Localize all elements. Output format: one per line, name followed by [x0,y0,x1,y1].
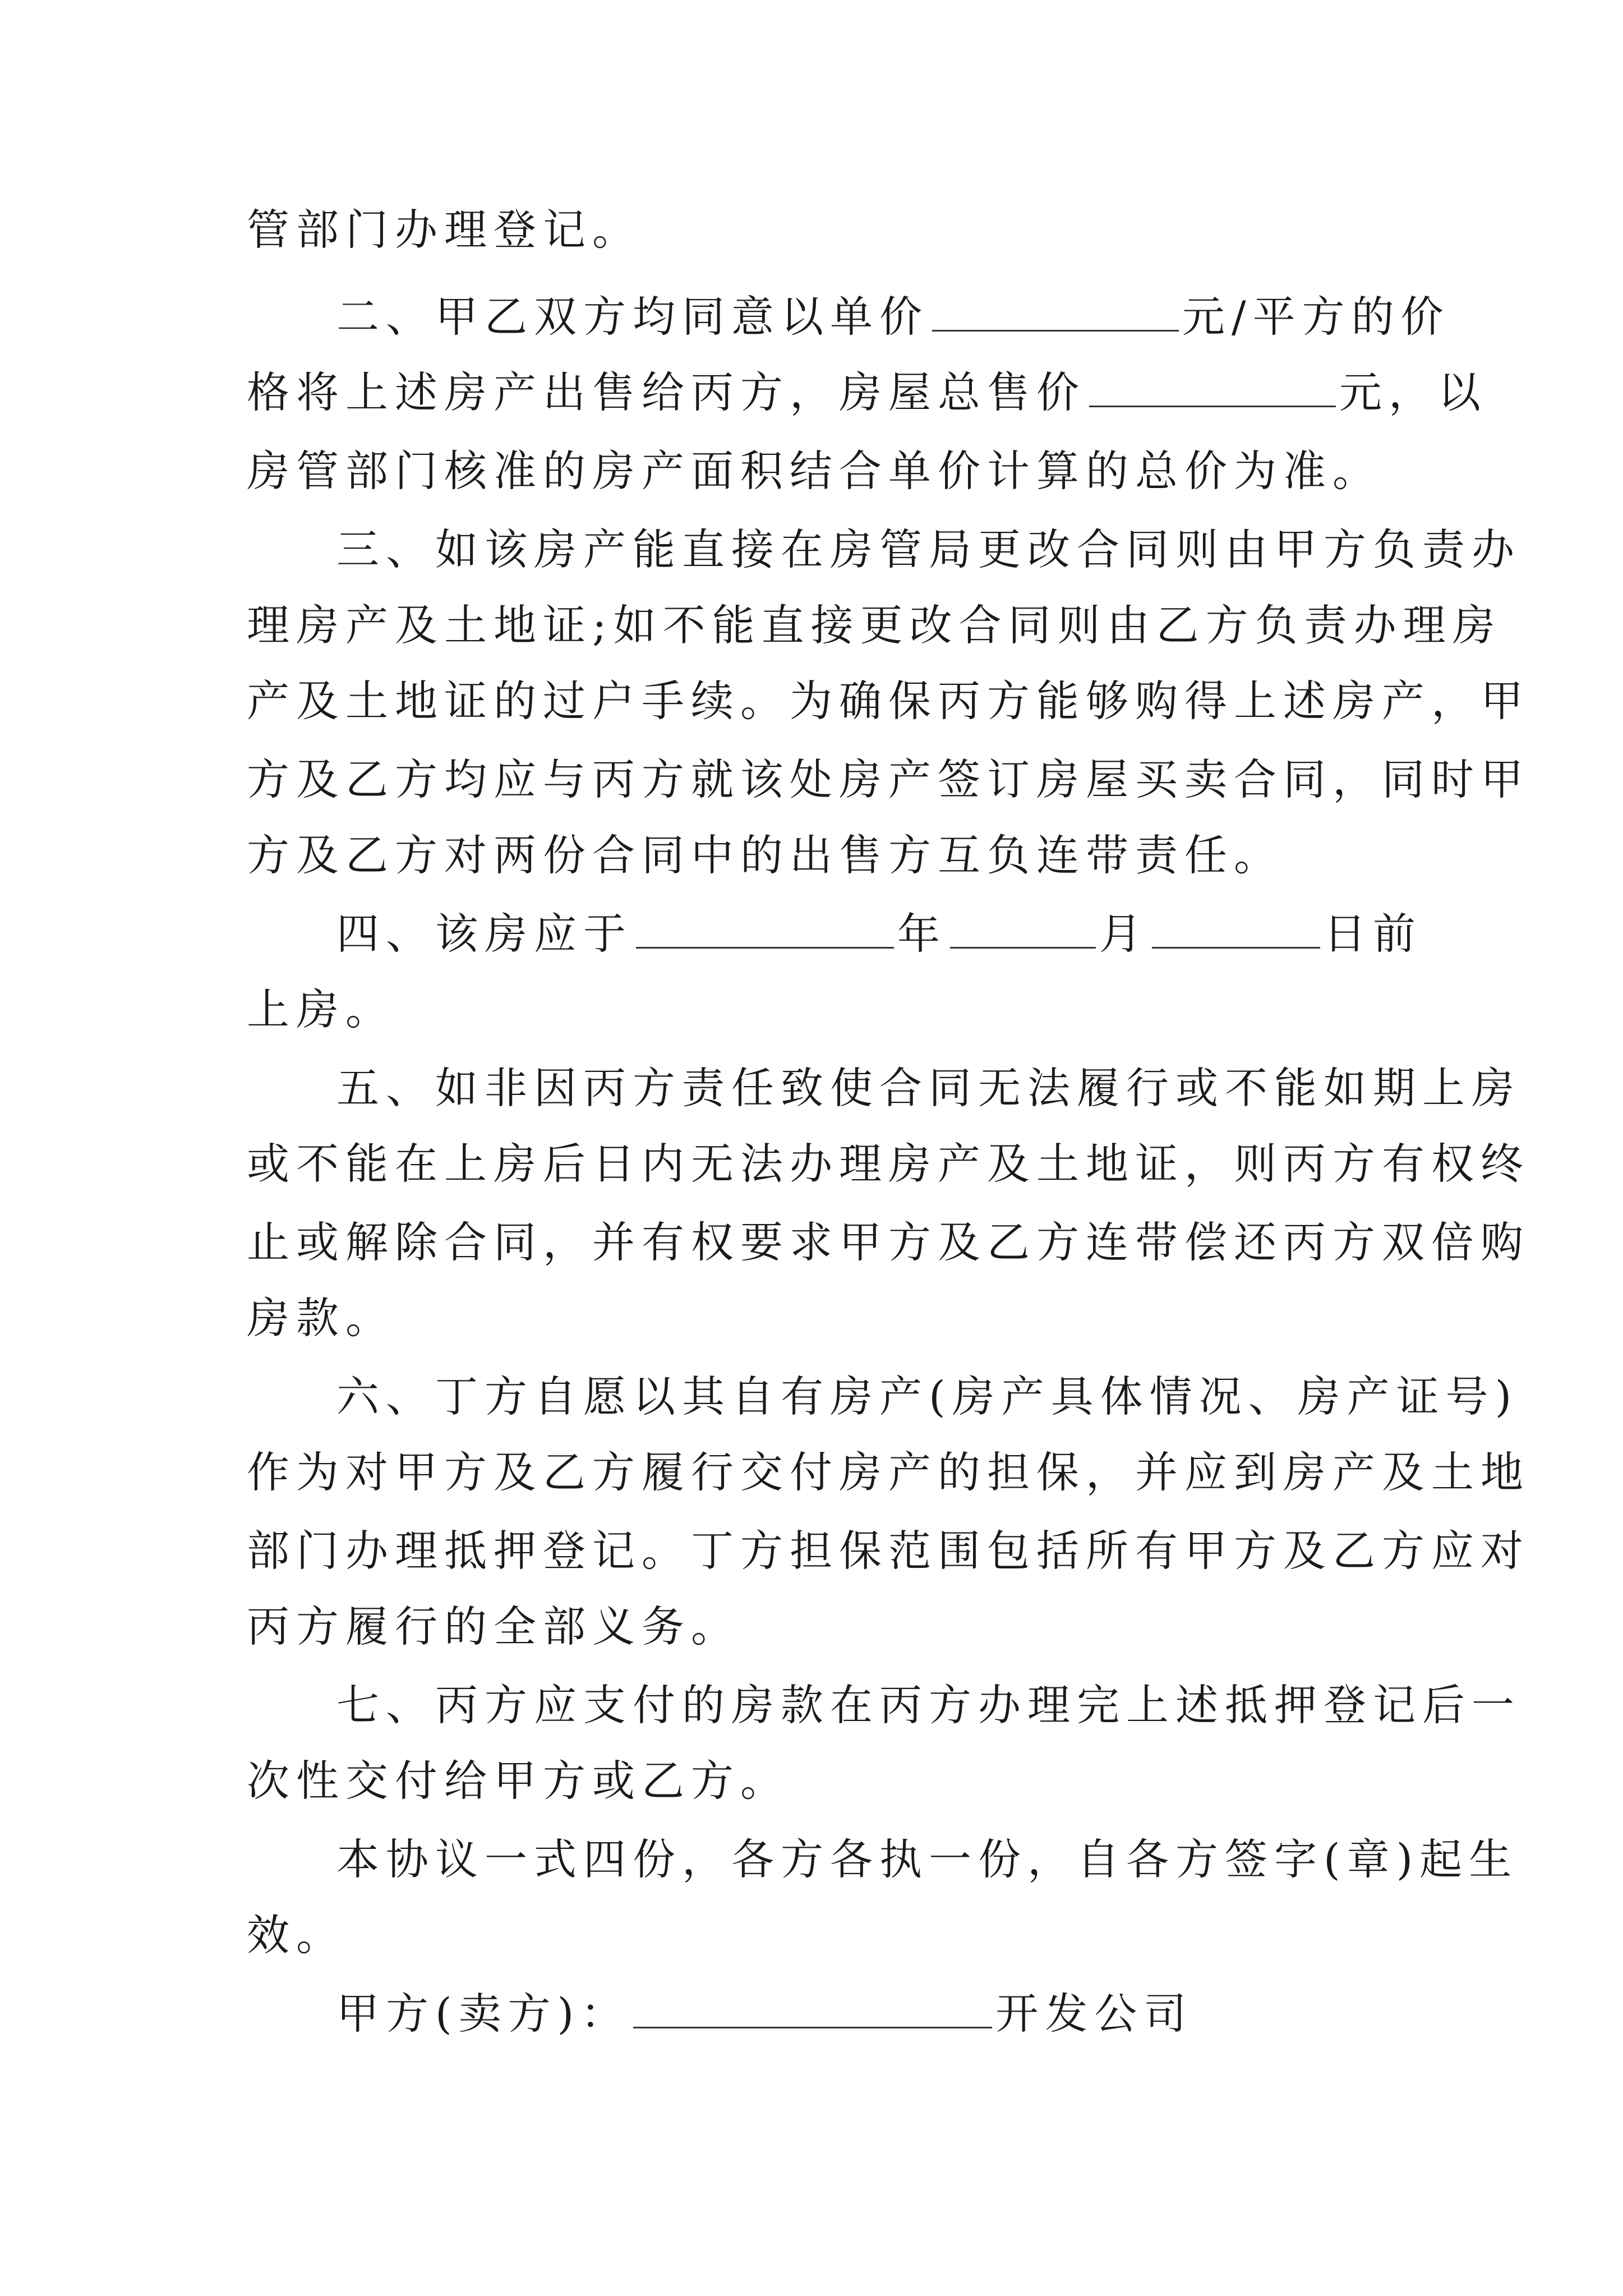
total-price-blank[interactable] [1089,370,1336,407]
text-line [247,1753,790,1809]
text-line [247,1907,345,1963]
paragraph-text: 管部门办理登记。 [247,205,642,255]
unit-price-blank[interactable] [932,294,1179,332]
paragraph-text: 四、该房应于 [336,909,633,959]
text-line [247,443,1382,499]
paragraph-text: 止或解除合同，并有权要求甲方及乙方连带偿还丙方双倍购 [247,1217,1530,1267]
paragraph-text: 产及土地证的过户手续。为确保丙方能够购得上述房产，甲 [247,676,1530,726]
paragraph-text: 开发公司 [995,1989,1193,2039]
text-line [247,202,642,258]
paragraph-text: 房管部门核准的房产面积结合单价计算的总价为准。 [247,446,1382,496]
party-a-label: 甲方(卖方)： [336,1989,630,2039]
paragraph-text: 年 [897,909,947,959]
day-blank[interactable] [1152,911,1320,949]
text-line [247,1290,395,1346]
paragraph-text: 效。 [247,1910,345,1960]
paragraph-text: 方及乙方均应与丙方就该处房产签订房屋买卖合同，同时甲 [247,754,1530,804]
text-line [247,1136,1530,1192]
paragraph-text: 本协议一式四份，各方各执一份，自各方签字(章)起生 [336,1834,1519,1884]
text-line [247,752,1530,808]
text-line [247,1599,740,1655]
party-a-name-blank[interactable] [633,1991,992,2028]
paragraph-text: 二、甲乙双方均同意以单价 [336,292,929,342]
paragraph-text: 五、如非因丙方责任致使合同无法履行或不能如期上房 [336,1063,1521,1113]
text-line [247,982,395,1038]
text-line [247,365,1487,421]
paragraph-text: 房款。 [247,1293,395,1343]
year-blank[interactable] [636,911,894,949]
text-line [336,289,1450,345]
paragraph-text: 部门办理抵押登记。丁方担保范围包括所有甲方及乙方应对 [247,1526,1530,1576]
paragraph-text: 丙方履行的全部义务。 [247,1602,740,1651]
text-line [247,827,1283,884]
paragraph-text: 元，以 [1339,367,1487,417]
paragraph-text: 或不能在上房后日内无法办理房产及土地证，则丙方有权终 [247,1139,1530,1189]
paragraph-text: 元/平方的价 [1182,292,1450,342]
paragraph-text: 月 [1099,909,1149,959]
text-line [336,1677,1521,1733]
text-line [336,1060,1521,1116]
text-line [336,1832,1518,1888]
signature-line [336,1986,1193,2042]
paragraph-text: 日前 [1324,909,1422,959]
paragraph-text: 三、如该房产能直接在房管局更改合同则由甲方负责办 [336,524,1521,574]
paragraph-text: 七、丙方应支付的房款在丙方办理完上述抵押登记后一 [336,1680,1521,1730]
text-line [247,1523,1530,1579]
paragraph-text: 次性交付给甲方或乙方。 [247,1756,790,1806]
paragraph-text: 方及乙方对两份合同中的出售方互负连带责任。 [247,830,1283,880]
text-line [336,522,1521,578]
paragraph-text: 作为对甲方及乙方履行交付房产的担保，并应到房产及土地 [247,1447,1530,1497]
text-line [336,1369,1518,1425]
paragraph-text: 上房。 [247,984,395,1034]
paragraph-text: 六、丁方自愿以其自有房产(房产具体情况、房产证号) [336,1372,1519,1421]
text-line [247,1214,1530,1271]
paragraph-text: 格将上述房产出售给丙方，房屋总售价 [247,367,1086,417]
text-line [247,1444,1530,1501]
text-line [247,673,1530,729]
text-line [247,597,1502,654]
month-blank[interactable] [950,911,1096,949]
paragraph-text: 理房产及土地证;如不能直接更改合同则由乙方负责办理房 [247,600,1502,650]
text-line [336,906,1422,962]
